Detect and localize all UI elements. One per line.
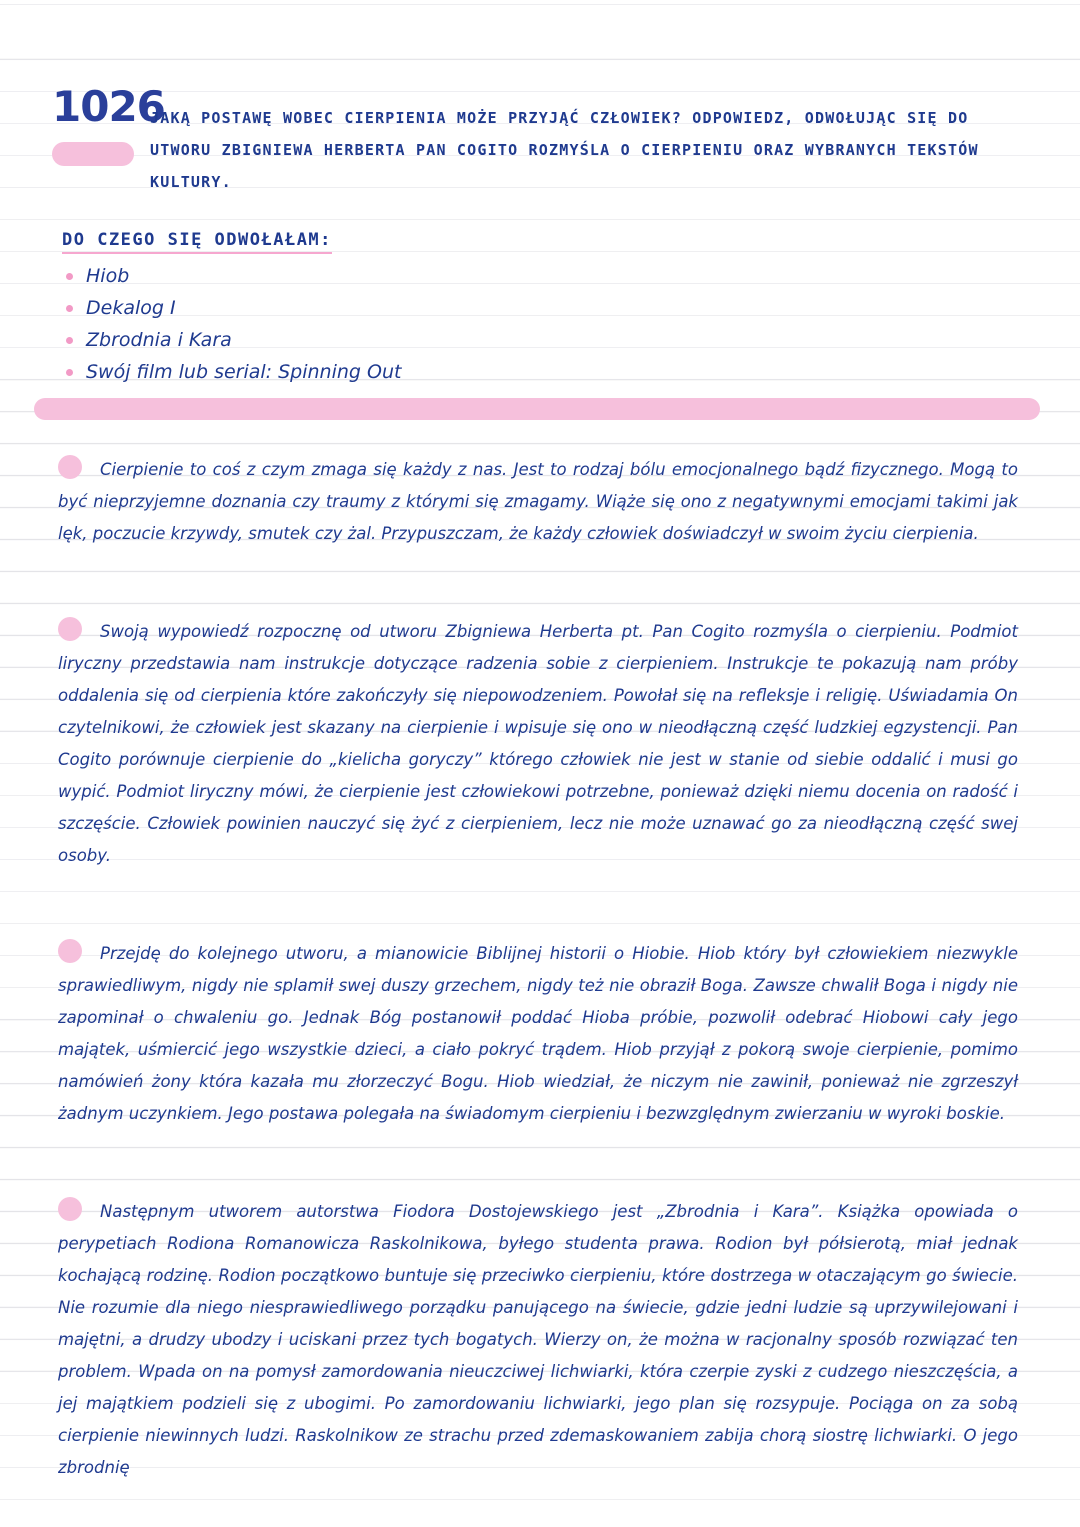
reference-item: Swój film lub serial: Spinning Out (62, 356, 401, 388)
paragraph-herbert: Swoją wypowiedź rozpocznę od utworu Zbigniewa Herberta pt. Pan Cogito rozmyśla o cierpieniu. Podmiot liryczny przedstawia nam instrukcje dotyczące radzenia sobie z cierpieniem. Instrukcje te pokazują nam próby oddalenia się od cierpienia które zakończyły się niepowodzeniem. Powołał się na refleksje i religię. Uświadamia On czytelnikowi, że człowiek jest skazany na cierpienie i wpisuje się ono w nieodłączną część ludzkiej egzystencji. Pan Cogito porównuje cierpienie do „kielicha goryczy” którego człowiek nie jest w stanie od siebie oddalić i musi go wypić. Podmiot liryczny mówi, że cierpienie jest człowiekowi potrzebne, ponieważ dzięki niemu docenia on radość i szczęście. Człowiek powinien nauczyć się żyć z cierpieniem, lecz nie może uznawać go za nieodłączną część swej osoby. (58, 616, 1018, 872)
reference-item: Hiob (62, 260, 401, 292)
references-heading: DO CZEGO SIĘ ODWOŁAŁAM: (62, 230, 332, 254)
bullet-icon (66, 273, 73, 280)
references-list (62, 260, 401, 388)
paragraph-marker-icon (58, 455, 82, 479)
bullet-icon (66, 305, 73, 312)
reference-item: Zbrodnia i Kara (62, 324, 401, 356)
paragraph-intro: Cierpienie to coś z czym zmaga się każdy z nas. Jest to rodzaj bólu emocjonalnego bądź fizycznego. Mogą to być nieprzyjemne doznania czy traumy z którymi się zmagamy. Wiąże się ono z negatywnymi emocjami takimi jak lęk, poczucie krzywdy, smutek czy żal. Przypuszczam, że każdy człowiek doświadczył w swoim życiu cierpienia. (58, 454, 1018, 550)
bullet-icon (66, 337, 73, 344)
task-number: 1026 (52, 82, 165, 131)
paragraph-hiob: Przejdę do kolejnego utworu, a mianowicie Biblijnej historii o Hiobie. Hiob który był człowiekiem niezwykle sprawiedliwym, nigdy nie splamił swej duszy grzechem, nigdy też nie obraził Boga. Zawsze chwalił Boga i nigdy nie zapominał o chwaleniu go. Jednak Bóg postanowił poddać Hioba próbie, pozwolił odebrać Hiobowi cały jego majątek, uśmiercić jego wszystkie dzieci, a ciało pokryć trądem. Hiob przyjął z pokorą swoje cierpienie, pomimo namówień żony która kazała mu złorzeczyć Bogu. Hiob wiedział, że niczym nie zawinił, ponieważ nie zgrzeszył żadnym uczynkiem. Jego postawa polegała na świadomym cierpieniu i bezwzględnym zwierzaniu w wyroki boskie. (58, 938, 1018, 1130)
paragraph-marker-icon (58, 617, 82, 641)
paragraph-marker-icon (58, 939, 82, 963)
reference-item: Dekalog I (62, 292, 401, 324)
task-number-highlight (52, 142, 134, 166)
bullet-icon (66, 369, 73, 376)
section-divider (34, 398, 1040, 420)
paragraph-zbrodnia: Następnym utworem autorstwa Fiodora Dostojewskiego jest „Zbrodnia i Kara”. Książka opowiada o perypetiach Rodiona Romanowicza Raskolnikowa, byłego studenta prawa. Rodion był półsierotą, miał jednak kochającą rodzinę. Rodion początkowo buntuje się przeciwko cierpieniu, które dostrzega w otaczającym go świecie. Nie rozumie dla niego niesprawiedliwego porządku panującego na świecie, gdzie jedni ludzie są uprzywilejowani i majętni, a drudzy ubodzy i uciskani przez tych bogatych. Wierzy on, że można w racjonalny sposób rozwiązać ten problem. Wpada on na pomysł zamordowania nieuczciwej lichwiarki, która czerpie zyski z cudzego nieszczęścia, a jej majątkiem podzieli się z ubogimi. Po zamordowaniu lichwiarki, jego plan się rozsypuje. Pociąga on za sobą cierpienie niewinnych ludzi. Raskolnikow ze strachu przed zdemaskowaniem zabija chorą siostrę lichwiarki. O jego zbrodnię (58, 1196, 1018, 1484)
task-question: JAKĄ POSTAWĘ WOBEC CIERPIENIA MOŻE PRZYJĄĆ CZŁOWIEK? ODPOWIEDZ, ODWOŁUJĄC SIĘ DO UTWORU ZBIGNIEWA HERBERTA PAN COGITO ROZMYŚLA O CIERPIENIU ORAZ WYBRANYCH TEKSTÓW KULTURY. (150, 109, 979, 191)
paragraph-marker-icon (58, 1197, 82, 1221)
